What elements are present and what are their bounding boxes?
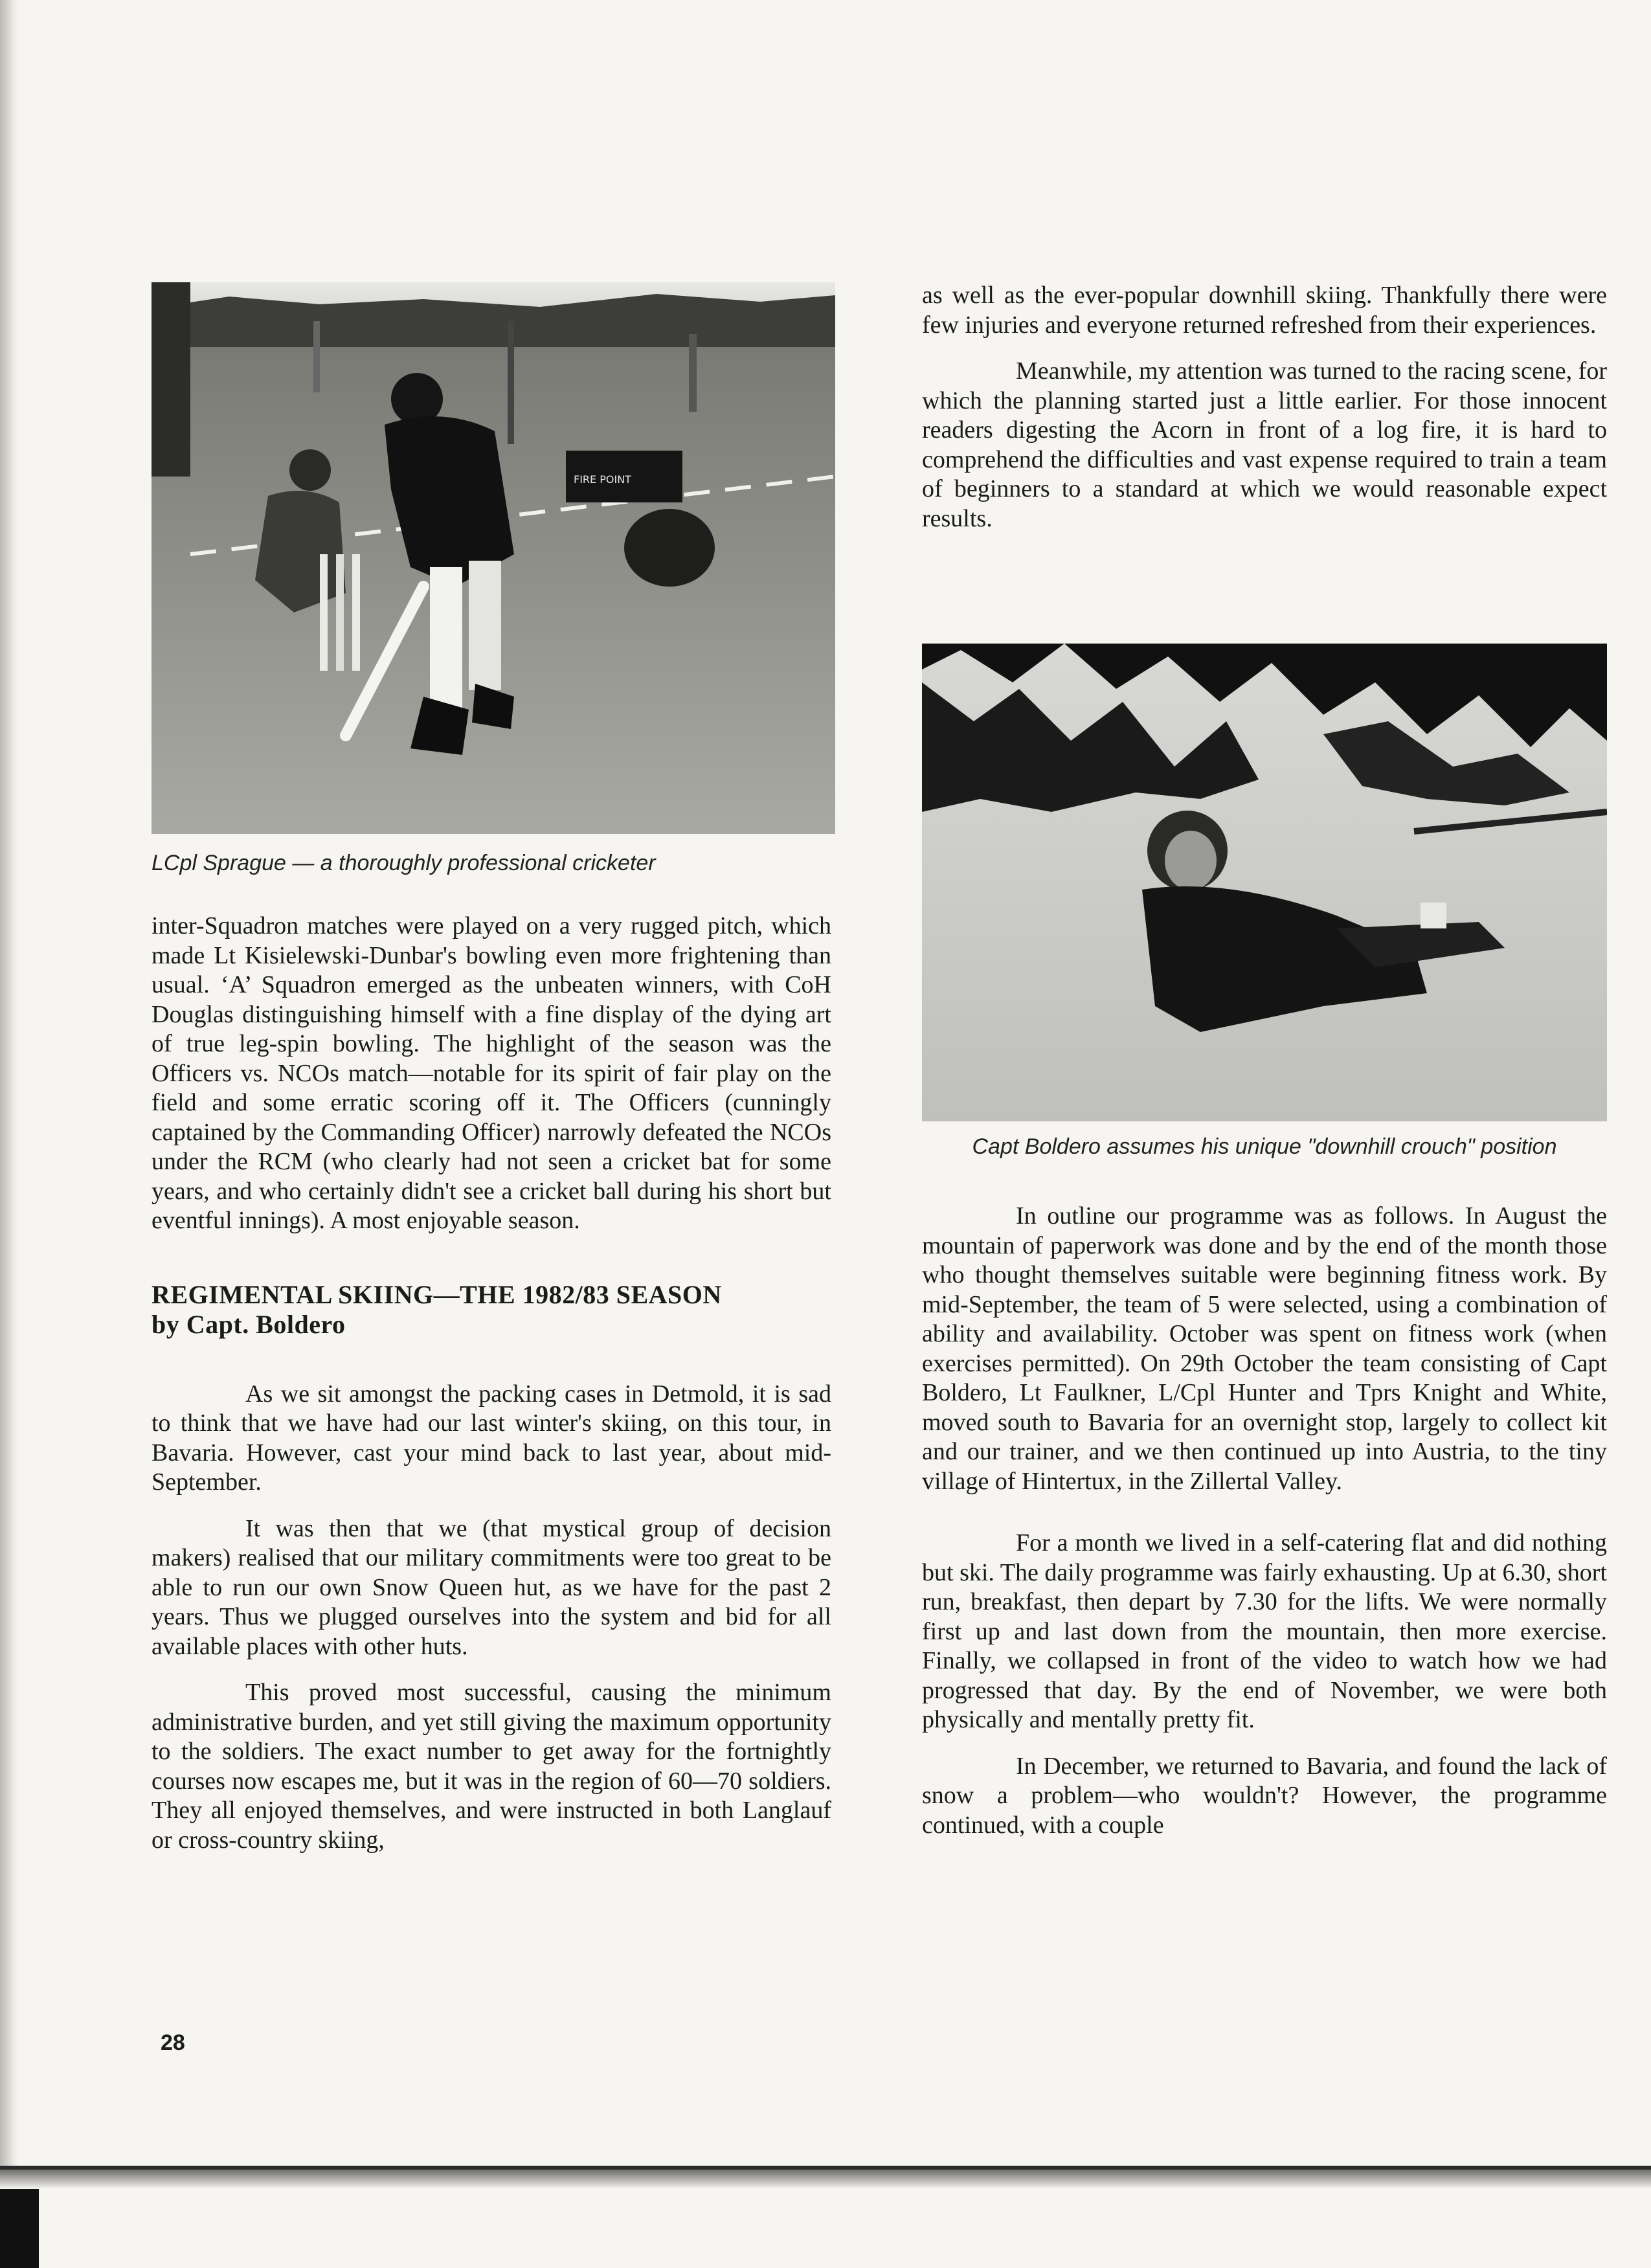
downhill-paragraph: as well as the ever-popular downhill skiing. Thankfully there were few injuries and everyone returned refreshed from their experiences. bbox=[922, 282, 1607, 339]
fire-point-sign: FIRE POINT bbox=[574, 473, 631, 486]
right-column-top-text bbox=[922, 281, 1607, 533]
skiing-photo-illustration bbox=[922, 644, 1607, 1121]
left-column-text bbox=[152, 912, 831, 1855]
skiing-paragraph-2: It was then that we (that mystical group of decision makers) realised that our military commitments were too great to be able to run our own Snow Queen hut, as we have for the past 2 years. Thus we plugged ourselves into the system and bid for all available places with other huts. bbox=[152, 1514, 831, 1660]
hintertux-month-paragraph: For a month we lived in a self-catering flat and did nothing but ski. The daily programme was fairly exhausting. Up at 6.30, short run, breakfast, then depart by 7.30 for the lifts. We were normally first up and last down from the mountain, then more exercise. Finally, we collapsed in front of the video to watch how we had progressed that day. By the end of November, we were both physically and mentally pretty fit. bbox=[922, 1529, 1607, 1733]
page-number: 28 bbox=[161, 2030, 185, 2055]
skiing-photo-caption: Capt Boldero assumes his unique "downhill crouch" position bbox=[972, 1134, 1557, 1159]
cricket-paragraph: inter-Squadron matches were played on a very rugged pitch, which made Lt Kisielewski-Dunbar's bowling even more frightening than usual. ‘A’ Squadron emerged as the unbeaten winners, with CoH Douglas distinguishing himself with a fine display of the dying art of true leg-spin bowling. The highlight of the season was the Officers vs. NCOs match—notable for its spirit of fair play on the field and some erratic scoring off it. The Officers (cunningly captained by the Commanding Officer) narrowly defeated the NCOs under the RCM (who clearly had not seen a cricket bat for some years, and who certainly didn't see a cricket ball during his short but eventful innings). A most enjoyable season. bbox=[152, 912, 831, 1234]
skiing-paragraph-3: This proved most successful, causing the minimum administrative burden, and yet still giving the maximum opportunity to the soldiers. The exact number to get away for the fortnightly courses now escapes me, but it was in the region of 60—70 soldiers. They all enjoyed themselves, and were instructed in both Langlauf or cross-country skiing, bbox=[152, 1679, 831, 1854]
cricket-photo-illustration bbox=[152, 282, 835, 834]
page-bottom-edge bbox=[0, 2166, 1651, 2268]
programme-outline-paragraph: In outline our programme was as follows. In August the mountain of paperwork was done and by the end of the month those who thought themselves suitable were beginning fitness work. By mid-September, the team of 5 were selected, using a combination of ability and availability. October was spent on fitness work (when exercises permitted). On 29th October the team consisting of Capt Boldero, Lt Faulkner, L/Cpl Hunter and Tprs Knight and White, moved south to Bavaria for an overnight stop, largely to collect kit and our trainer, and we then continued up into Austria, to the tiny village of Hintertux, in the Zillertal Valley. bbox=[922, 1202, 1607, 1495]
cricket-photo bbox=[152, 282, 835, 834]
cricket-photo-caption: LCpl Sprague — a thoroughly professional cricketer bbox=[152, 851, 656, 875]
right-column-bottom-text bbox=[922, 1202, 1607, 1840]
skiing-paragraph-1: As we sit amongst the packing cases in Detmold, it is sad to think that we have had our last winter's skiing, on this tour, in Bavaria. However, cast your mind back to last year, about mid-September. bbox=[152, 1380, 831, 1496]
december-paragraph: In December, we returned to Bavaria, and found the lack of snow a problem—who wouldn't? However, the programme continued, with a couple bbox=[922, 1752, 1607, 1839]
skiing-photo bbox=[922, 644, 1607, 1121]
section-heading: REGIMENTAL SKIING—THE 1982/83 SEASON bbox=[152, 1279, 722, 1309]
section-byline: by Capt. Boldero bbox=[152, 1309, 346, 1339]
racing-scene-paragraph: Meanwhile, my attention was turned to the racing scene, for which the planning started just a little earlier. For those innocent readers digesting the Acorn in front of a log fire, it is hard to comprehend the difficulties and vast expense required to train a team of beginners to a standard at which we would reasonable expect results. bbox=[922, 357, 1607, 532]
page-binding-edge bbox=[0, 0, 18, 2268]
